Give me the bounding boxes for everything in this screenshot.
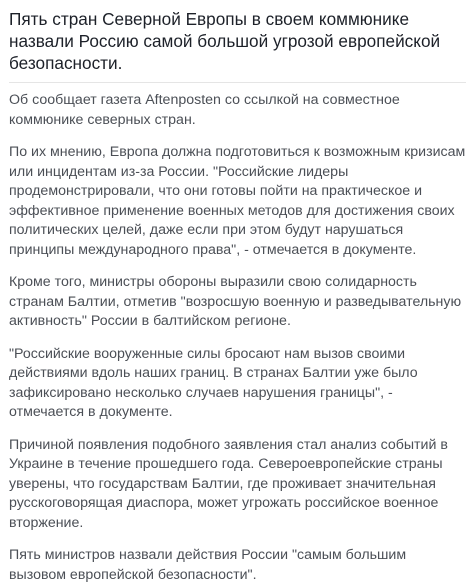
article-paragraph: Причиной появления подобного заявления стал анализ событий в Украине в течение прошедшего года. Североевропейские страны уверены, что государствам Балтии, где проживает значительная русскоговорящая диаспора, может угрожать российское военное вторжение. [9,436,448,531]
article-paragraph: Об сообщает газета Aftenposten со ссылкой на совместное коммюнике северных стран. [9,92,400,128]
article-headline: Пять стран Северной Европы в своем коммюнике назвали Россию самой большой угрозой европейской безопасности. [9,9,441,73]
headline-divider [9,82,466,83]
article-paragraph: Пять министров назвали действия России "самым большим вызовом европейской безопасности". [9,547,407,583]
article-paragraph: По их мнению, Европа должна подготовиться к возможным кризисам или инцидентам из-за России. "Российские лидеры продемонстрировали, что они готовы пойти на практическое и эффективное применение военных методов для достижения своих политических целей, даже если при этом будут нарушаться принципы международного права", - отмечается в документе. [9,144,466,258]
article-paragraph: Кроме того, министры обороны выразили свою солидарность странам Балтии, отметив "возросшую военную и разведывательную активность" России в балтийском регионе. [9,274,462,329]
article-paragraph: "Российские вооруженные силы бросают нам вызов своими действиями вдоль наших границ. В странах Балтии уже было зафиксировано несколько случаев нарушения границы", - отмечается в документе. [9,345,418,420]
